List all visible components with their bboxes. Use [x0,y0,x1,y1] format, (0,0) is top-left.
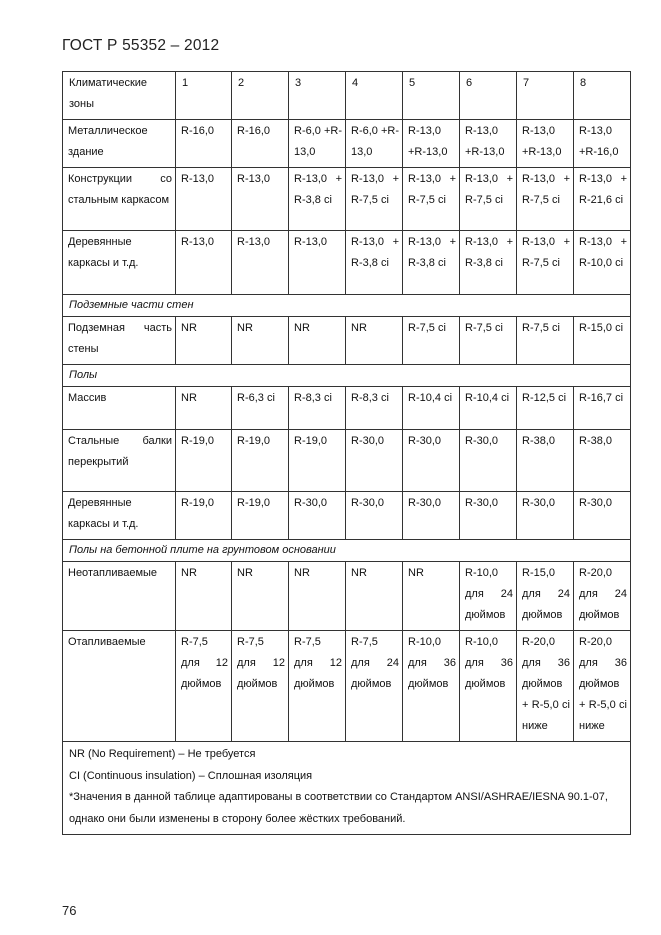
table-note: CI (Continuous insulation) – Сплошная изоляция [69,769,313,782]
value-cell-zone-8: R-13,0 +R-16,0 [574,120,631,168]
notes-cell [63,742,631,835]
zone-header-1: 1 [176,72,232,120]
value-cell-zone-6: R-30,0 [460,430,517,492]
value-cell-zone-4: R-6,0 +R-13,0 [346,120,403,168]
value-cell-zone-5: R-13,0 + R-3,8 ci [403,231,460,295]
row-label-cell: Отапливаемые [63,631,176,742]
value-cell-zone-6: R-10,0 для 24 дюймов [460,562,517,631]
value-cell-zone-7: R-13,0 + R-7,5 ci [517,231,574,295]
zone-header-8: 8 [574,72,631,120]
row-label-cell: Массив [63,387,176,430]
value-cell-zone-7: R-15,0 для 24 дюймов [517,562,574,631]
section-title: Полы [63,365,631,387]
value-cell-zone-2: R-19,0 [232,430,289,492]
value-cell-zone-7: R-7,5 ci [517,317,574,365]
value-cell-zone-3: R-30,0 [289,492,346,540]
value-cell-zone-7: R-12,5 ci [517,387,574,430]
value-cell-zone-3: R-8,3 ci [289,387,346,430]
table-row [63,387,631,430]
value-cell-zone-8: R-13,0 + R-21,6 ci [574,168,631,231]
value-cell-zone-6: R-13,0 + R-7,5 ci [460,168,517,231]
value-cell-zone-3: R-6,0 +R-13,0 [289,120,346,168]
value-cell-zone-5: R-10,4 ci [403,387,460,430]
document-title: ГОСТ Р 55352 – 2012 [62,37,220,54]
value-cell-zone-2: R-13,0 [232,231,289,295]
value-cell-zone-7: R-30,0 [517,492,574,540]
value-cell-zone-7: R-20,0 для 36 дюймов + R-5,0 ci ниже [517,631,574,742]
value-cell-zone-4: R-7,5 для 24 дюймов [346,631,403,742]
row-label-cell: Деревянные каркасы и т.д. [63,492,176,540]
value-cell-zone-2: NR [232,317,289,365]
page-number: 76 [62,903,77,918]
row-label-cell: Неотапливаемые [63,562,176,631]
value-cell-zone-6: R-7,5 ci [460,317,517,365]
value-cell-zone-4: R-8,3 ci [346,387,403,430]
header-row [63,72,631,120]
value-cell-zone-6: R-10,4 ci [460,387,517,430]
value-cell-zone-7: R-13,0 +R-13,0 [517,120,574,168]
row-label-cell: Металлическое здание [63,120,176,168]
value-cell-zone-1: R-7,5 для 12 дюймов [176,631,232,742]
value-cell-zone-8: R-13,0 + R-10,0 ci [574,231,631,295]
value-cell-zone-1: NR [176,387,232,430]
value-cell-zone-3: R-7,5 для 12 дюймов [289,631,346,742]
zone-header-5: 5 [403,72,460,120]
value-cell-zone-1: NR [176,317,232,365]
value-cell-zone-2: NR [232,562,289,631]
table-note: NR (No Requirement) – Не требуется [69,748,256,760]
table-row [63,120,631,168]
value-cell-zone-3: R-19,0 [289,430,346,492]
value-cell-zone-2: R-16,0 [232,120,289,168]
value-cell-zone-5: R-30,0 [403,492,460,540]
value-cell-zone-8: R-15,0 ci [574,317,631,365]
section-title: Подземные части стен [63,295,631,317]
zone-header-3: 3 [289,72,346,120]
value-cell-zone-7: R-38,0 [517,430,574,492]
value-cell-zone-4: R-13,0 + R-3,8 ci [346,231,403,295]
value-cell-zone-8: R-20,0 для 24 дюймов [574,562,631,631]
value-cell-zone-1: R-16,0 [176,120,232,168]
value-cell-zone-8: R-16,7 ci [574,387,631,430]
zone-header-6: 6 [460,72,517,120]
value-cell-zone-1: R-13,0 [176,168,232,231]
value-cell-zone-4: NR [346,317,403,365]
header-label-cell: Климатические зоны [63,72,176,120]
zone-header-2: 2 [232,72,289,120]
value-cell-zone-5: R-10,0 для 36 дюймов [403,631,460,742]
value-cell-zone-5: R-7,5 ci [403,317,460,365]
value-cell-zone-1: R-19,0 [176,492,232,540]
value-cell-zone-6: R-10,0 для 36 дюймов [460,631,517,742]
value-cell-zone-2: R-19,0 [232,492,289,540]
table-row [63,631,631,742]
table-row [63,430,631,492]
value-cell-zone-4: NR [346,562,403,631]
value-cell-zone-5: NR [403,562,460,631]
value-cell-zone-6: R-30,0 [460,492,517,540]
value-cell-zone-3: NR [289,317,346,365]
value-cell-zone-2: R-6,3 ci [232,387,289,430]
value-cell-zone-8: R-30,0 [574,492,631,540]
section-row [63,295,631,317]
value-cell-zone-1: NR [176,562,232,631]
value-cell-zone-1: R-19,0 [176,430,232,492]
table-row [63,492,631,540]
row-label-cell: Подземная часть стены [63,317,176,365]
value-cell-zone-3: R-13,0 [289,231,346,295]
requirements-table [62,71,631,835]
value-cell-zone-7: R-13,0 + R-7,5 ci [517,168,574,231]
table-row [63,231,631,295]
value-cell-zone-5: R-30,0 [403,430,460,492]
value-cell-zone-3: R-13,0 + R-3,8 ci [289,168,346,231]
value-cell-zone-2: R-13,0 [232,168,289,231]
table-row [63,168,631,231]
value-cell-zone-5: R-13,0 + R-7,5 ci [403,168,460,231]
table-row [63,317,631,365]
value-cell-zone-5: R-13,0 +R-13,0 [403,120,460,168]
value-cell-zone-4: R-30,0 [346,430,403,492]
notes-row [63,742,631,835]
value-cell-zone-8: R-38,0 [574,430,631,492]
value-cell-zone-3: NR [289,562,346,631]
value-cell-zone-4: R-13,0 + R-7,5 ci [346,168,403,231]
value-cell-zone-2: R-7,5 для 12 дюймов [232,631,289,742]
value-cell-zone-6: R-13,0 +R-13,0 [460,120,517,168]
row-label-cell: Деревянные каркасы и т.д. [63,231,176,295]
section-title: Полы на бетонной плите на грунтовом основании [63,540,631,562]
value-cell-zone-1: R-13,0 [176,231,232,295]
value-cell-zone-8: R-20,0 для 36 дюймов + R-5,0 ci ниже [574,631,631,742]
zone-header-4: 4 [346,72,403,120]
section-row [63,365,631,387]
table-row [63,562,631,631]
table-note: *Значения в данной таблице адаптированы в соответствии со Стандартом ANSI/ASHRAE/IESNA 90.1-07, однако они были изменены в сторону более жёстких требований. [69,791,608,825]
value-cell-zone-6: R-13,0 + R-3,8 ci [460,231,517,295]
section-row [63,540,631,562]
zone-header-7: 7 [517,72,574,120]
row-label-cell: Конструкции со стальным каркасом [63,168,176,231]
row-label-cell: Стальные балки перекрытий [63,430,176,492]
value-cell-zone-4: R-30,0 [346,492,403,540]
